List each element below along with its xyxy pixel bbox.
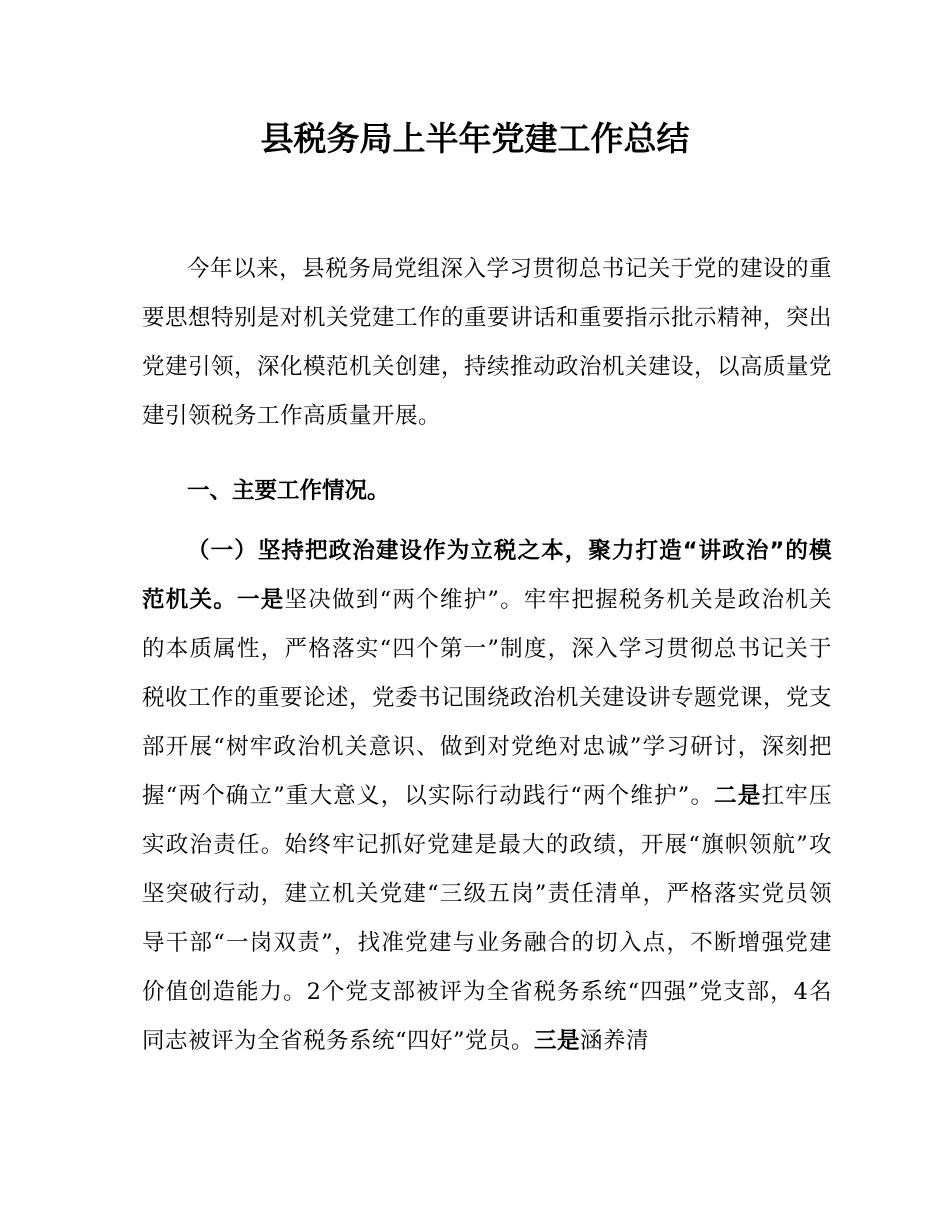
item-label-2: 二是 xyxy=(714,783,762,809)
document-title: 县税务局上半年党建工作总结 xyxy=(260,119,690,158)
section-paragraph xyxy=(142,527,832,1066)
item-label-3: 三是 xyxy=(534,1028,581,1054)
subsection-lead: （一）坚持把政治建设作为立税之本，聚力打造“讲政治”的模范机关。 xyxy=(142,538,832,613)
item-text-2: 扛牢压实政治责任。始终牢记抓好党建是最大的政绩，开展“旗帜领航”攻坚突破行动，建立机关党建“三级五岗”责任清单，严格落实党员领导干部“一岗双责”，找准党建与业务融合的切入点，不断增强党建价值创造能力。2个党支部被评为全省税务系统“四强”党支部，4名同志被评为全省税务系统“四好”党员。 xyxy=(142,783,832,1054)
item-text-1: 坚决做到“两个维护”。牢牢把握税务机关是政治机关的本质属性，严格落实“四个第一”制度，深入学习贯彻总书记关于税收工作的重要论述，党委书记围绕政治机关建设讲专题党课，党支部开展“树牢政治机关意识、做到对党绝对忠诚”学习研讨，深刻把握“两个确立”重大意义，以实际行动践行“两个维护”。 xyxy=(142,587,833,809)
item-label-1: 一是 xyxy=(237,587,285,613)
item-text-3: 涵养清 xyxy=(580,1028,650,1054)
section-heading: 一、主要工作情况。 xyxy=(187,478,390,504)
intro-paragraph: 今年以来，县税务局党组深入学习贯彻总书记关于党的建设的重要思想特别是对机关党建工作的重要讲话和重要指示批示精神，突出党建引领，深化模范机关创建，持续推动政治机关建设，以高质量党建引领税务工作高质量开展。 xyxy=(142,256,833,429)
